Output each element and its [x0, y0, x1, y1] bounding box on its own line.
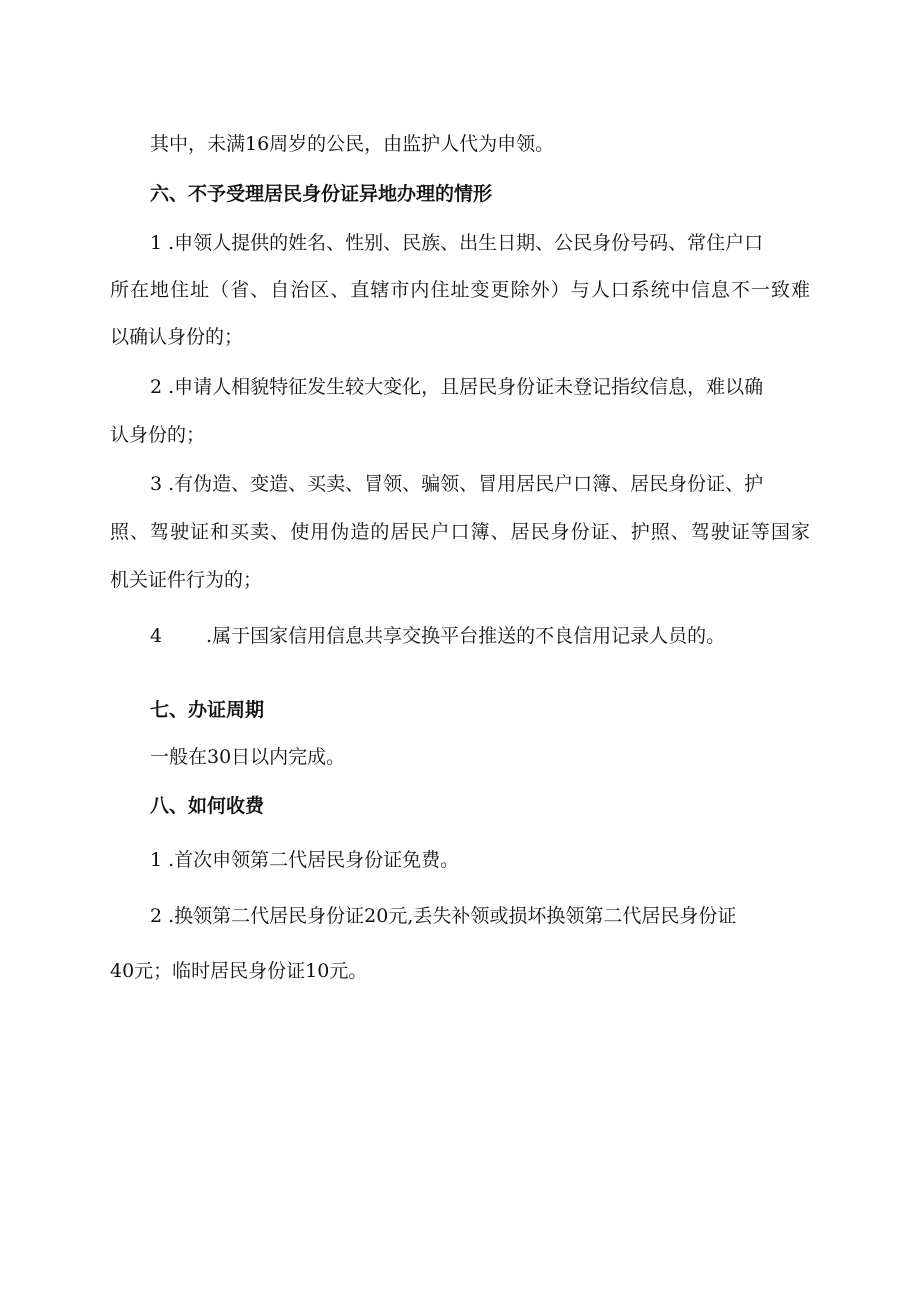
section6-item3-line2: 照、驾驶证和买卖、使用伪造的居民户口簿、居民身份证、护照、驾驶证等国家: [110, 521, 810, 543]
item-text: .换领第二代居民身份证20元,丢失补领或损坏换领第二代居民身份证: [168, 905, 737, 927]
section6-item3-line1: [150, 472, 763, 496]
section6-item3-line3: 机关证件行为的；: [110, 569, 263, 591]
section6-item4-line1: [150, 624, 725, 648]
section6-item1-line1: [150, 231, 810, 255]
section8-item2-line1: [150, 904, 736, 928]
section8-item2-line2: 40元；临时居民身份证10元。: [110, 960, 368, 982]
section8-heading: 八、如何收费: [150, 795, 265, 817]
item-number: 2: [150, 376, 163, 398]
section6-heading: 六、不予受理居民身份证异地办理的情形: [150, 183, 493, 205]
item-number: 3: [150, 473, 163, 495]
intro-paragraph: 其中，未满16周岁的公民，由监护人代为申领。: [150, 133, 555, 155]
item-text: .申请人相貌特征发生较大变化，且居民身份证未登记指纹信息，难以确: [168, 376, 764, 398]
item-number: 4: [150, 625, 163, 647]
item-text: .有伪造、变造、买卖、冒领、骗领、冒用居民户口簿、居民身份证、护: [168, 473, 764, 495]
section7-text: 一般在30日以内完成。: [150, 746, 346, 768]
section7-heading: 七、办证周期: [150, 699, 265, 721]
item-number: 2: [150, 905, 163, 927]
item-number: 1: [150, 849, 163, 871]
section6-item2-line2: 认身份的；: [110, 424, 206, 446]
item-text: .属于国家信用信息共享交换平台推送的不良信用记录人员的。: [206, 625, 726, 647]
item-text: .申领人提供的姓名、性别、民族、出生日期、公民身份号码、常住户口: [168, 232, 764, 254]
section6-item1-line3: 以确认身份的；: [110, 326, 244, 348]
section8-item1: [150, 848, 459, 872]
item-text: .首次申领第二代居民身份证免费。: [168, 849, 460, 871]
section6-item2-line1: [150, 375, 763, 399]
section6-item1-line2: 所在地住址（省、自治区、直辖市内住址变更除外）与人口系统中信息不一致难: [110, 279, 810, 301]
item-number: 1: [150, 232, 163, 254]
